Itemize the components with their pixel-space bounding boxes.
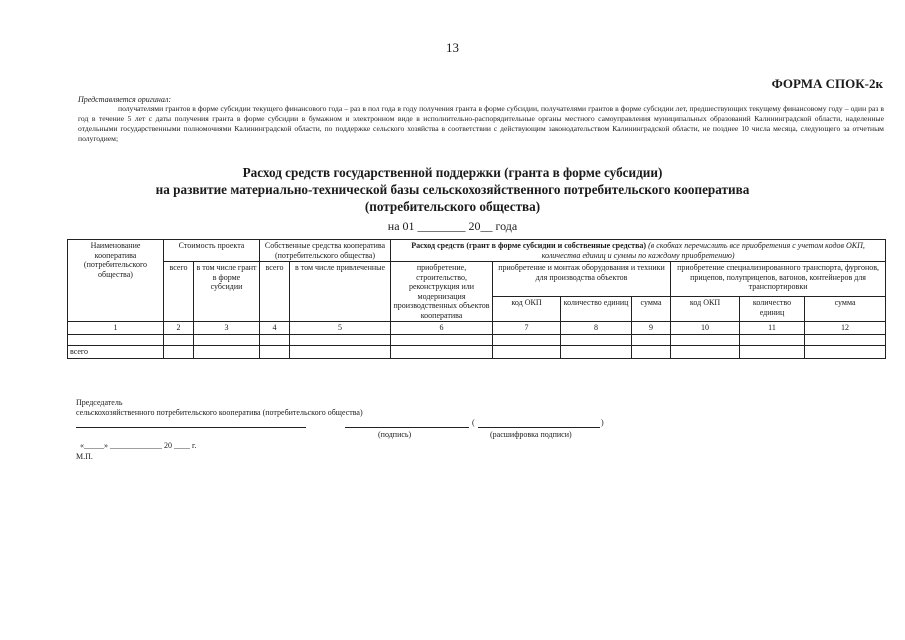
table-cell[interactable] — [561, 346, 632, 359]
header-okp: код ОКП — [493, 297, 561, 322]
header-equipment: приобретение и монтаж оборудования и техники для производства объектов — [493, 262, 671, 297]
table-cell[interactable] — [493, 335, 561, 346]
table-cell[interactable] — [290, 346, 391, 359]
presented-label: Представляется оригинал: — [78, 95, 172, 104]
table-cell[interactable] — [632, 335, 671, 346]
header-okp-2: код ОКП — [671, 297, 740, 322]
table-cell[interactable] — [68, 335, 164, 346]
column-number: 3 — [194, 322, 260, 335]
table-cell[interactable] — [290, 335, 391, 346]
document-title — [0, 164, 905, 215]
header-sum: сумма — [632, 297, 671, 322]
header-expense-bold: Расход средств (грант в форме субсидии и собственные средства) — [411, 241, 647, 250]
stamp-place: М.П. — [76, 452, 93, 461]
table-cell[interactable] — [805, 346, 886, 359]
header-construction: приобретение, строительство, реконструкция или модернизация производственных объектов кооператива — [391, 262, 493, 322]
form-code: ФОРМА СПОК-2к — [771, 76, 883, 91]
column-number: 11 — [740, 322, 805, 335]
title-line: на развитие материально-технической базы сельскохозяйственного потребительского кооператива — [155, 182, 750, 197]
paren-open: ( — [472, 418, 475, 427]
header-own-total: всего — [260, 262, 290, 322]
paren-close: ) — [601, 418, 604, 427]
signature-line — [345, 427, 469, 428]
header-qty: количество единиц — [561, 297, 632, 322]
column-number: 10 — [671, 322, 740, 335]
header-cost-grant: в том числе грант в форме субсидии — [194, 262, 260, 322]
table-cell[interactable] — [391, 335, 493, 346]
table-cell[interactable] — [391, 346, 493, 359]
table-cell[interactable] — [671, 335, 740, 346]
header-expense-note: (в скобках перечислить все приобретения с учетом кодов ОКП, количества единиц и суммы по каждому приобретению) — [541, 241, 865, 260]
table-cell[interactable] — [164, 346, 194, 359]
total-row-label: всего — [68, 346, 164, 359]
column-number: 8 — [561, 322, 632, 335]
header-cost-total: всего — [164, 262, 194, 322]
header-expense — [391, 240, 886, 262]
signature-caption: (подпись) — [378, 430, 412, 439]
signer-role: Председатель — [76, 398, 123, 407]
table-cell[interactable] — [671, 346, 740, 359]
total-row — [68, 346, 886, 359]
header-cost: Стоимость проекта — [164, 240, 260, 262]
column-number: 6 — [391, 322, 493, 335]
signer-position-line — [76, 427, 306, 428]
table-cell[interactable] — [164, 335, 194, 346]
column-number: 4 — [260, 322, 290, 335]
presented-text: получателями грантов в форме субсидии текущего финансового года – раз в пол года в году получения гранта в форме субсидии, получателями грантов в форме субсидии лет, предшествующих текущему финансовому году – один раз в год в течение 5 лет с даты получения гранта в форме субсидии в бумажном и электронном виде в исполнительно-распорядительные органы местного самоуправления муниципальных образований Калининградской области, наделенные отдельными государственными полномочиями Калининградской области, по поддержке сельского хозяйства в соответствии с действующим законодательством Калининградской области, не позднее 10 числа месяца, следующего за отчетным полугодием; — [78, 104, 884, 143]
title-line: (потребительского общества) — [364, 199, 541, 214]
column-number: 12 — [805, 322, 886, 335]
table-cell[interactable] — [194, 346, 260, 359]
signature-decode-line — [478, 427, 600, 428]
header-qty-2: количество единиц — [740, 297, 805, 322]
signature-decode-caption: (расшифровка подписи) — [490, 430, 572, 439]
table-cell[interactable] — [260, 335, 290, 346]
signer-organization: сельскохозяйственного потребительского кооператива (потребительского общества) — [76, 408, 363, 417]
table-cell[interactable] — [260, 346, 290, 359]
column-number: 5 — [290, 322, 391, 335]
column-number: 7 — [493, 322, 561, 335]
table-row — [68, 335, 886, 346]
table-cell[interactable] — [740, 346, 805, 359]
table-cell[interactable] — [740, 335, 805, 346]
table-cell[interactable] — [194, 335, 260, 346]
table-cell[interactable] — [632, 346, 671, 359]
expense-table — [67, 239, 886, 359]
table-cell[interactable] — [805, 335, 886, 346]
column-number: 2 — [164, 322, 194, 335]
column-number: 1 — [68, 322, 164, 335]
header-own-borrowed: в том числе привлеченные — [290, 262, 391, 322]
table-cell[interactable] — [561, 335, 632, 346]
header-own-funds: Собственные средства кооператива (потребительского общества) — [260, 240, 391, 262]
header-name: Наименование кооператива (потребительского общества) — [68, 240, 164, 322]
page-number: 13 — [446, 40, 459, 55]
column-number: 9 — [632, 322, 671, 335]
sign-date-line: «_____» _____________ 20 ____ г. — [80, 441, 197, 450]
title-line: Расход средств государственной поддержки (гранта в форме субсидии) — [242, 165, 663, 180]
header-sum-2: сумма — [805, 297, 886, 322]
report-date-line: на 01 ________ 20__ года — [387, 219, 518, 233]
table-cell[interactable] — [493, 346, 561, 359]
header-transport: приобретение специализированного транспорта, фургонов, прицепов, полуприцепов, вагонов, контейнеров для транспортировки — [671, 262, 886, 297]
